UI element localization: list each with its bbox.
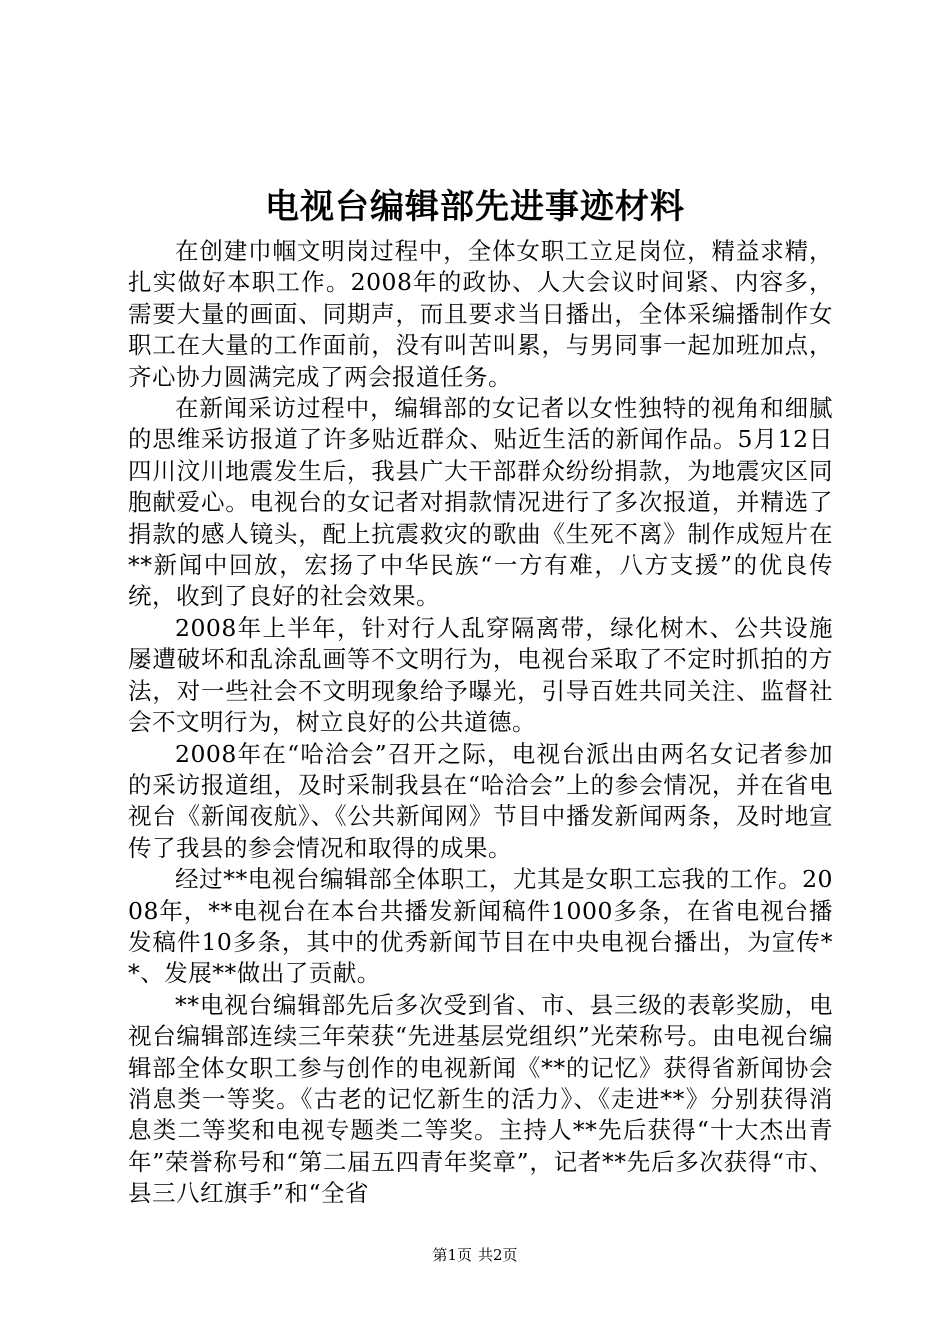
document-title: 电视台编辑部先进事迹材料 bbox=[265, 187, 685, 227]
paragraph-6: **电视台编辑部先后多次受到省、市、县三级的表彰奖励，电视台编辑部连续三年荣获“先进基层党组织”光荣称号。由电视台编辑部全体女职工参与创作的电视新闻《**的记忆》获得省新闻协会消息类一等奖。《古老的记忆新生的活力》、《走进**》分别获得消息类二等奖和电视专题类二等奖。主持人**先后获得“十大杰出青年”荣誉称号和“第二届五四青年奖章”，记者**先后多次获得“市、县三八红旗手”和“全省 bbox=[128, 990, 833, 1208]
paragraph-5: 经过**电视台编辑部全体职工，尤其是女职工忘我的工作。2008年，**电视台在本台共播发新闻稿件1000多条，在省电视台播发稿件10多条，其中的优秀新闻节目在中央电视台播出，为宣传**、发展**做出了贡献。 bbox=[128, 865, 833, 988]
paragraph-2: 在新闻采访过程中，编辑部的女记者以女性独特的视角和细腻的思维采访报道了许多贴近群众、贴近生活的新闻作品。5月12日四川汶川地震发生后，我县广大干部群众纷纷捐款，为地震灾区同胞献爱心。电视台的女记者对捐款情况进行了多次报道，并精选了捐款的感人镜头，配上抗震救灾的歌曲《生死不离》制作成短片在**新闻中回放，宏扬了中华民族“一方有难，八方支援”的优良传统，收到了良好的社会效果。 bbox=[128, 394, 833, 611]
paragraph-3: 2008年上半年，针对行人乱穿隔离带，绿化树木、公共设施屡遭破坏和乱涂乱画等不文明行为，电视台采取了不定时抓拍的方法，对一些社会不文明现象给予曝光，引导百姓共同关注、监督社会不文明行为，树立良好的公共道德。 bbox=[128, 613, 833, 737]
page-footer bbox=[0, 1245, 950, 1265]
document-body bbox=[128, 236, 833, 1210]
paragraph-4: 2008年在“哈洽会”召开之际，电视台派出由两名女记者参加的采访报道组，及时采制我县在“哈洽会”上的参会情况，并在省电视台《新闻夜航》、《公共新闻网》节目中播发新闻两条，及时地宣传了我县的参会情况和取得的成果。 bbox=[128, 739, 833, 862]
page-total: 共2页 bbox=[478, 1246, 518, 1264]
paragraph-1: 在创建巾帼文明岗过程中，全体女职工立足岗位，精益求精，扎实做好本职工作。2008年的政协、人大会议时间紧、内容多，需要大量的画面、同期声，而且要求当日播出，全体采编播制作女职工在大量的工作面前，没有叫苦叫累，与男同事一起加班加点，齐心协力圆满完成了两会报道任务。 bbox=[128, 237, 833, 391]
page-number: 第1页 bbox=[432, 1246, 472, 1264]
